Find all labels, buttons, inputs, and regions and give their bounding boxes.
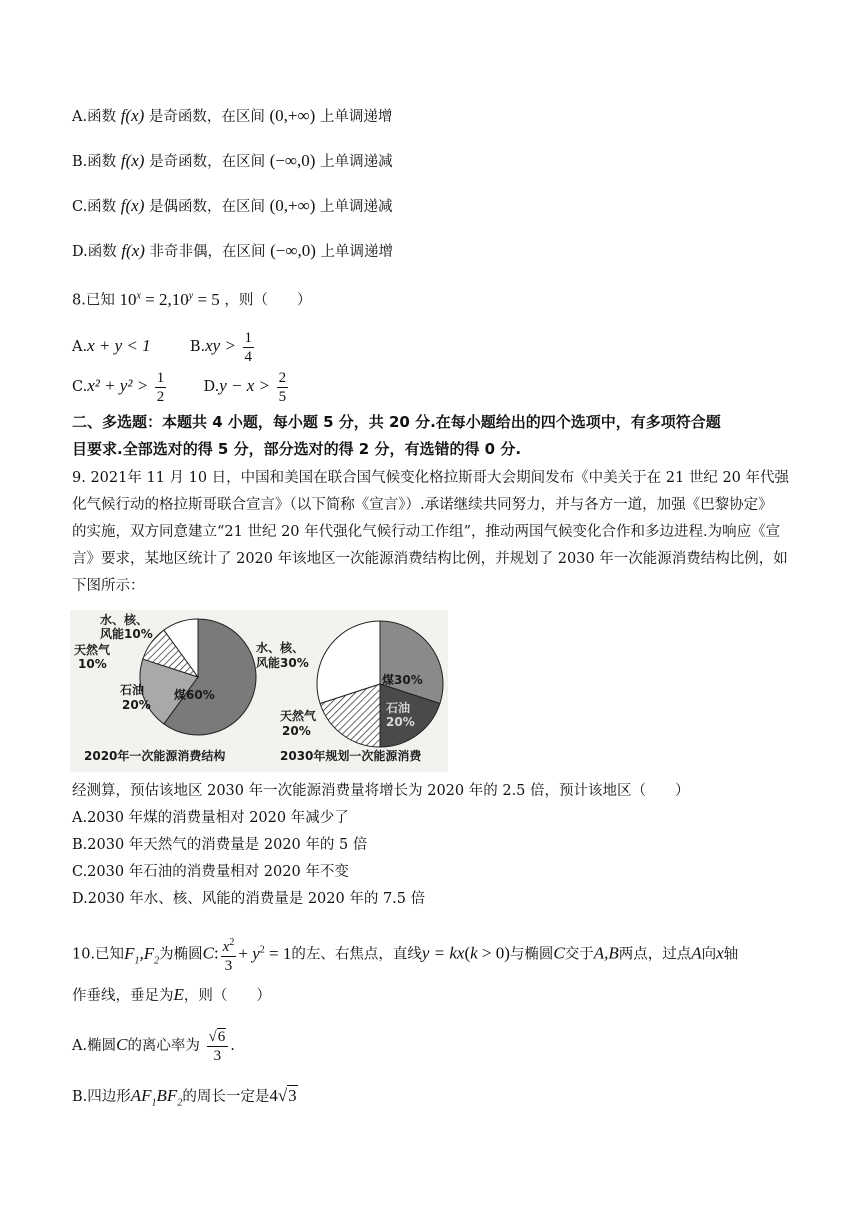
q9-option-c: C.2030 年石油的消费量相对 2020 年不变: [72, 864, 349, 880]
quadrilateral-symbol: $AF_1BF_2$: [130, 1086, 183, 1109]
option-text: B.四边形: [72, 1089, 131, 1105]
option-text: 的离心率为: [127, 1038, 200, 1054]
option-text: 是偶函数，在区间: [149, 199, 265, 215]
option-text: 非奇非偶，在区间: [149, 244, 266, 260]
section-heading-line2: 目要求.全部选对的得 5 分，部分选对的得 2 分，有选错的得 0 分.: [72, 440, 522, 458]
section-heading-line1: 二、多选题：本题共 4 小题，每小题 5 分，共 20 分.在每小题给出的四个选项中，有多项符合题: [72, 413, 721, 431]
line-equation: y = kx(k > 0): [421, 943, 510, 963]
option-text: A.椭圆: [72, 1038, 117, 1054]
option-math: x + y < 1: [87, 336, 151, 355]
q7-option-a: [72, 106, 392, 127]
foci-symbols: $F_1,F_2$: [124, 943, 160, 966]
question-text: 与椭圆: [509, 946, 554, 963]
option-prefix: D.函数: [72, 244, 117, 260]
q9-text-line4: 言》要求，某地区统计了 2020 年该地区一次能源消费结构比例，并规划了 2030 年一次能源消费结构比例，如: [72, 551, 788, 567]
q8-options-ab: [72, 326, 256, 367]
pie-charts-svg: [70, 610, 448, 772]
function-symbol: f(x): [120, 106, 145, 125]
option-math: xy >: [205, 336, 236, 355]
question-text: 两点，过点: [618, 946, 692, 963]
fraction: $\frac{x^2}{3}$: [221, 934, 237, 975]
q9-text-line2: 化气候行动的格拉斯哥联合宣言》（以下简称《宣言》）.承诺继续共同努力，并与各方一道，加强《巴黎协定》: [72, 497, 773, 513]
q9-option-b: B.2030 年天然气的消费量是 2020 年的 5 倍: [72, 837, 368, 853]
label-2030-gas-a: 天然气: [280, 709, 317, 723]
ellipse-equation: C: [202, 943, 214, 963]
option-label: D.: [203, 379, 220, 395]
option-text: 的周长一定是: [182, 1089, 270, 1105]
option-label: A.: [72, 339, 88, 355]
q8-condition: $10^x = 2,10^y = 5$: [119, 289, 220, 309]
q9-text-line1: 9. 2021年 11 月 10 日，中国和美国在联合国气候变化格拉斯哥大会期间发布《中美关于在 21 世纪 20 年代强: [72, 470, 790, 486]
fraction: $\frac{1}{2}$: [156, 369, 165, 405]
option-prefix: A.函数: [72, 109, 117, 125]
pie-2020: [140, 619, 256, 735]
fraction: $\frac{2}{5}$: [278, 369, 287, 405]
title-2030: 2030年规划一次能源消费: [280, 749, 422, 763]
perimeter-value: 4√3: [269, 1086, 297, 1105]
function-symbol: f(x): [121, 241, 145, 260]
q7-option-d: [72, 241, 393, 262]
q9-condition: 经测算，预估该地区 2030 年一次能源消费量将增长为 2020 年的 2.5 倍，预计该地区（ ）: [72, 783, 690, 799]
pie-charts-figure: [70, 610, 448, 772]
label-2030-water-a: 水、核、: [256, 641, 305, 655]
q9-text-line5: 下图所示：: [72, 578, 145, 594]
question-number: 10.已知: [72, 946, 125, 963]
option-text: 上单调递减: [320, 154, 393, 170]
option-prefix: C.函数: [72, 199, 117, 215]
option-text: 上单调递增: [319, 109, 393, 125]
label-2020-oil-a: 石油: [120, 683, 145, 697]
pie-2030: [317, 621, 443, 747]
interval: (−∞,0): [269, 151, 316, 170]
option-math: x² + y² >: [87, 376, 149, 395]
q10-stem-line1: 10.已知$F_1,F_2$为椭圆C: $\frac{x^2}{3}$ + $y^2 = 1$的左、右焦点，直线y = kx(k > 0)与椭圆C交于A,B两点，过点A向x轴: [72, 934, 738, 976]
function-symbol: f(x): [120, 151, 145, 170]
label-2030-oil-b: 20%: [386, 715, 415, 729]
option-label: B.: [189, 339, 206, 355]
label-2030-water-b: 风能30%: [256, 656, 309, 670]
question-text: 轴: [723, 946, 739, 963]
label-2020-gas-b: 10%: [78, 657, 107, 671]
option-text: 上单调递减: [320, 199, 393, 215]
title-2020: 2020年一次能源消费结构: [84, 749, 226, 763]
label-2030-gas-b: 20%: [282, 724, 311, 738]
interval: (0,+∞): [269, 196, 316, 215]
q8-options-cd: [72, 366, 290, 407]
option-label: C.: [72, 379, 88, 395]
q9-option-a: A.2030 年煤的消费量相对 2020 年减少了: [72, 810, 349, 826]
question-text: 向: [701, 946, 717, 963]
fraction: $\frac{1}{4}$: [244, 329, 253, 365]
label-2020-oil-b: 20%: [122, 698, 151, 712]
option-text: 是奇函数，在区间: [149, 154, 266, 170]
fraction: $\frac{√6}{3}$: [207, 1028, 229, 1065]
function-symbol: f(x): [120, 196, 145, 215]
q8-stem: [72, 286, 311, 311]
q7-option-c: [72, 196, 393, 217]
option-math: y − x >: [219, 376, 271, 395]
q10-option-a: A.椭圆C的离心率为 $\frac{√6}{3}$ .: [72, 1028, 235, 1064]
q9-text-line3: 的实施，双方同意建立“21 世纪 20 年代强化气候行动工作组”，推动两国气候变化合作和多边进程.为响应《宣: [72, 524, 781, 540]
q7-option-b: [72, 151, 393, 172]
option-text: 是奇函数，在区间: [148, 109, 265, 125]
question-text: ，则（ ）: [224, 292, 312, 309]
q10-stem-line2: 作垂线，垂足为E，则（ ）: [72, 985, 271, 1004]
question-text: 为椭圆: [159, 946, 203, 963]
label-2020-water-b: 风能10%: [100, 627, 153, 641]
q10-option-b: [72, 1086, 298, 1113]
label-2020-water-a: 水、核、: [100, 613, 149, 627]
label-2030-oil-a: 石油: [386, 701, 411, 715]
label-2020-coal: 煤60%: [174, 688, 215, 702]
question-text: 作垂线，垂足为: [72, 988, 174, 1004]
option-prefix: B.函数: [72, 154, 117, 170]
q9-option-d: D.2030 年水、核、风能的消费量是 2020 年的 7.5 倍: [72, 891, 426, 907]
label-2020-gas-a: 天然气: [74, 643, 111, 657]
label-2030-coal: 煤30%: [382, 673, 423, 687]
question-text: 的左、右焦点，直线: [291, 946, 422, 963]
question-text: ，则（ ）: [183, 988, 271, 1004]
question-number: 8.已知: [72, 292, 115, 309]
question-text: 交于: [564, 946, 594, 963]
option-text: 上单调递增: [320, 244, 394, 260]
interval: (0,+∞): [269, 106, 316, 125]
interval: (−∞,0): [270, 241, 316, 260]
